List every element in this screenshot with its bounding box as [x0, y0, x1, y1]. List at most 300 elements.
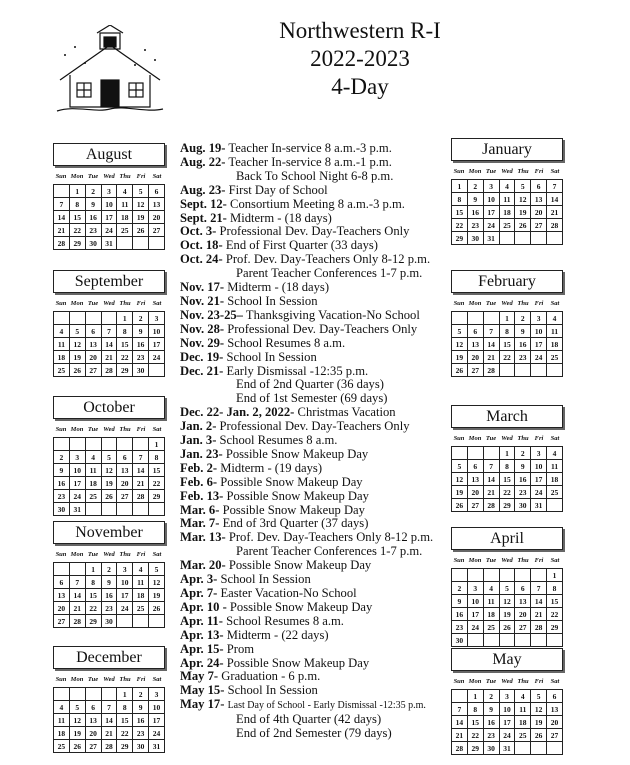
month-may	[451, 648, 563, 755]
weekday-label: Fri	[534, 557, 544, 564]
event-row	[180, 267, 450, 281]
calendar-day	[515, 232, 531, 245]
event-text: Graduation - 6 p.m.	[221, 669, 321, 684]
calendar-week	[452, 312, 563, 325]
weekday-label: Wed	[103, 300, 115, 307]
weekday-label: Sun	[55, 676, 67, 683]
calendar-day: 21	[101, 351, 117, 364]
calendar-day: 24	[69, 490, 85, 503]
calendar-day: 12	[499, 595, 515, 608]
event-text: Possible Snow Makeup Day	[220, 474, 363, 489]
weekday-label: Wed	[103, 551, 115, 558]
calendar-week	[452, 219, 563, 232]
weekday-label: Sat	[550, 557, 560, 564]
calendar-day: 17	[117, 589, 133, 602]
calendar-day: 28	[547, 219, 563, 232]
calendar-week	[452, 621, 563, 634]
calendar-day: 13	[117, 464, 133, 477]
calendar-day: 8	[452, 193, 468, 206]
schoolhouse-icon	[55, 25, 165, 115]
calendar-day: 26	[452, 499, 468, 512]
calendar-day: 14	[483, 473, 499, 486]
weekday-label: Wed	[501, 557, 513, 564]
calendar-day: 15	[69, 211, 85, 224]
calendar-day: 28	[531, 621, 547, 634]
calendar-day: 3	[483, 180, 499, 193]
weekday-label: Sat	[550, 435, 560, 442]
calendar-day	[117, 503, 133, 516]
calendar-day: 15	[117, 338, 133, 351]
event-text: End of 4th Quarter (42 days)	[236, 712, 382, 727]
event-date: Mar. 7-	[180, 516, 220, 531]
calendar-day: 8	[467, 703, 483, 716]
calendar-day: 4	[515, 690, 531, 703]
calendar-day: 27	[467, 364, 483, 377]
weekday-label: Sat	[152, 676, 162, 683]
event-date: Nov. 21-	[180, 293, 225, 308]
calendar-day: 16	[515, 473, 531, 486]
event-date: Nov. 29-	[180, 335, 225, 350]
calendar-week	[54, 602, 165, 615]
event-date: Jan. 3-	[180, 433, 217, 448]
calendar-day: 7	[133, 451, 149, 464]
calendar-day	[101, 688, 117, 701]
weekday-label: Thu	[119, 300, 131, 307]
weekday-label: Sun	[453, 300, 465, 307]
calendar-day: 19	[531, 716, 547, 729]
event-row	[180, 406, 450, 420]
weekday-label: Sat	[152, 173, 162, 180]
weekday-label: Wed	[103, 173, 115, 180]
weekday-label: Sun	[453, 678, 465, 685]
calendar-day: 13	[85, 338, 101, 351]
schedule-type: 4-Day	[331, 74, 389, 99]
calendar-day: 15	[85, 589, 101, 602]
calendar-day	[467, 312, 483, 325]
calendar-day: 17	[531, 338, 547, 351]
calendar-day: 7	[69, 576, 85, 589]
calendar-day: 1	[467, 690, 483, 703]
calendar-day	[85, 503, 101, 516]
calendar-day: 24	[531, 486, 547, 499]
event-text: End of 3rd Quarter (37 days)	[222, 516, 369, 531]
event-text: Possible Snow Makeup Day	[229, 599, 373, 614]
month-name: March	[451, 405, 563, 428]
calendar-day: 28	[483, 499, 499, 512]
calendar-day: 19	[69, 727, 85, 740]
weekday-label: Thu	[517, 678, 529, 685]
calendar-day: 29	[547, 621, 563, 634]
month-january	[451, 138, 563, 245]
calendar-day: 15	[547, 595, 563, 608]
event-text: Possible Snow Makeup Day	[226, 488, 369, 503]
calendar-day: 25	[483, 621, 499, 634]
event-row	[180, 643, 450, 657]
calendar-day: 21	[133, 477, 149, 490]
calendar-week	[452, 325, 563, 338]
calendar-day	[531, 232, 547, 245]
calendar-day: 10	[69, 464, 85, 477]
calendar-day: 30	[133, 364, 149, 377]
event-text: First Day of School	[228, 182, 328, 197]
calendar-day	[101, 312, 117, 325]
calendar-day: 16	[133, 338, 149, 351]
calendar-day: 10	[483, 193, 499, 206]
calendar-day: 2	[467, 180, 483, 193]
calendar-day: 12	[531, 703, 547, 716]
calendar-day: 26	[499, 621, 515, 634]
calendar-day: 5	[69, 701, 85, 714]
weekday-label: Sat	[152, 551, 162, 558]
calendar-week	[452, 180, 563, 193]
event-text: Consortium Meeting 8 a.m.-3 p.m.	[230, 196, 405, 211]
weekday-label: Thu	[119, 551, 131, 558]
calendar-day: 24	[149, 351, 165, 364]
calendar-day: 9	[133, 325, 149, 338]
event-text: Christmas Vacation	[297, 405, 396, 420]
month-october	[53, 396, 165, 516]
calendar-day: 2	[483, 690, 499, 703]
calendar-day: 3	[467, 582, 483, 595]
calendar-day	[54, 688, 70, 701]
calendar-day: 24	[117, 602, 133, 615]
weekday-label: Mon	[70, 300, 84, 307]
event-text: Thanksgiving Vacation-No School	[245, 307, 420, 322]
event-row	[180, 670, 450, 684]
calendar-day: 26	[515, 219, 531, 232]
calendar-day: 4	[547, 312, 563, 325]
calendar-day: 2	[515, 312, 531, 325]
event-row	[180, 657, 450, 671]
event-text: Possible Snow Makeup Day	[228, 558, 372, 573]
calendar-day	[499, 364, 515, 377]
calendar-day: 16	[133, 714, 149, 727]
calendar-day: 10	[101, 198, 117, 211]
weekday-label: Sat	[152, 300, 162, 307]
calendar-day	[515, 364, 531, 377]
calendar-day: 5	[452, 460, 468, 473]
event-text: Midterm - (22 days)	[226, 627, 329, 642]
calendar-day	[101, 438, 117, 451]
weekday-label: Tue	[485, 678, 497, 685]
event-row	[180, 448, 450, 462]
event-row	[180, 281, 450, 295]
weekday-label: Fri	[534, 678, 544, 685]
calendar-week	[452, 232, 563, 245]
calendar-day: 11	[499, 193, 515, 206]
weekday-label: Tue	[485, 435, 497, 442]
event-text: Professional Dev. Day-Teachers Only	[219, 224, 410, 239]
calendar-day	[69, 563, 85, 576]
calendar-day: 13	[547, 703, 563, 716]
calendar-day: 17	[101, 211, 117, 224]
calendar-day	[467, 634, 483, 647]
weekday-label: Tue	[87, 173, 99, 180]
weekday-label: Mon	[468, 435, 482, 442]
calendar-day: 18	[54, 727, 70, 740]
calendar-day: 11	[54, 714, 70, 727]
event-text: Possible Snow Makeup Day	[226, 655, 370, 670]
event-text: Parent Teacher Conferences 1-7 p.m.	[236, 544, 423, 559]
calendar-day: 9	[85, 198, 101, 211]
calendar-day: 31	[149, 740, 165, 753]
calendar-day: 2	[133, 312, 149, 325]
weekday-label: Tue	[485, 557, 497, 564]
calendar-grid	[451, 568, 563, 647]
event-date: Nov. 17-	[180, 280, 225, 295]
event-row	[180, 198, 450, 212]
calendar-week	[54, 563, 165, 576]
calendar-day: 25	[547, 486, 563, 499]
calendar-week	[452, 608, 563, 621]
calendar-day: 16	[54, 477, 70, 490]
calendar-day: 1	[117, 688, 133, 701]
weekday-label: Thu	[119, 676, 131, 683]
calendar-day	[499, 569, 515, 582]
calendar-week	[452, 351, 563, 364]
weekday-label: Tue	[485, 168, 497, 175]
event-row	[180, 573, 450, 587]
calendar-day: 17	[531, 473, 547, 486]
calendar-day: 29	[452, 232, 468, 245]
calendar-day: 22	[117, 727, 133, 740]
calendar-day: 25	[54, 364, 70, 377]
calendar-day: 29	[467, 742, 483, 755]
event-row	[180, 212, 450, 226]
calendar-day: 22	[467, 729, 483, 742]
calendar-day: 6	[515, 582, 531, 595]
calendar-day: 10	[531, 460, 547, 473]
event-text: Teacher In-service 8 a.m.-3 p.m.	[228, 141, 392, 155]
calendar-day: 29	[69, 237, 85, 250]
calendar-day: 10	[149, 325, 165, 338]
calendar-day: 16	[483, 716, 499, 729]
calendar-day: 28	[101, 364, 117, 377]
calendar-day	[547, 634, 563, 647]
event-date: Aug. 23-	[180, 182, 226, 197]
calendar-week	[54, 325, 165, 338]
calendar-day: 2	[133, 688, 149, 701]
event-row	[180, 309, 450, 323]
calendar-day: 16	[85, 211, 101, 224]
calendar-day: 3	[69, 451, 85, 464]
calendar-week	[54, 490, 165, 503]
event-row	[180, 142, 450, 156]
calendar-day: 11	[117, 198, 133, 211]
calendar-day: 8	[499, 325, 515, 338]
calendar-day: 11	[547, 325, 563, 338]
calendar-day: 20	[531, 206, 547, 219]
calendar-day: 23	[101, 602, 117, 615]
event-date: Oct. 24-	[180, 252, 223, 267]
calendar-week	[54, 740, 165, 753]
calendar-day: 13	[149, 198, 165, 211]
calendar-day: 4	[54, 701, 70, 714]
event-text: Prof. Dev. Day-Teachers Only 8-12 p.m.	[225, 252, 431, 267]
calendar-day: 4	[117, 185, 133, 198]
weekday-label: Sun	[453, 557, 465, 564]
calendar-day: 6	[54, 576, 70, 589]
calendar-day: 1	[452, 180, 468, 193]
calendar-day: 23	[133, 727, 149, 740]
event-row	[180, 337, 450, 351]
calendar-day: 2	[515, 447, 531, 460]
calendar-day: 31	[499, 742, 515, 755]
calendar-day: 8	[69, 198, 85, 211]
calendar-week	[452, 486, 563, 499]
calendar-day	[85, 312, 101, 325]
weekday-label: Thu	[517, 168, 529, 175]
event-text: End of 2nd Semester (79 days)	[236, 726, 392, 741]
calendar-day: 10	[149, 701, 165, 714]
calendar-day: 4	[483, 582, 499, 595]
event-date: May 7-	[180, 669, 219, 684]
calendar-day	[85, 438, 101, 451]
event-date: Jan. 23-	[180, 446, 223, 461]
weekday-label: Thu	[119, 426, 131, 433]
weekday-label: Mon	[468, 300, 482, 307]
calendar-day	[54, 563, 70, 576]
event-row	[180, 184, 450, 198]
calendar-day: 17	[499, 716, 515, 729]
event-date: Dec. 22- Jan. 2, 2022-	[180, 405, 295, 420]
calendar-day: 18	[117, 211, 133, 224]
calendar-day: 30	[54, 503, 70, 516]
calendar-day	[547, 364, 563, 377]
event-date: Apr. 7-	[180, 586, 218, 600]
calendar-day: 23	[515, 486, 531, 499]
calendar-week	[452, 460, 563, 473]
event-date: Aug. 19-	[180, 141, 226, 155]
calendar-day: 12	[69, 714, 85, 727]
calendar-day: 24	[101, 224, 117, 237]
calendar-week	[452, 206, 563, 219]
calendar-week	[54, 688, 165, 701]
calendar-day: 15	[149, 464, 165, 477]
school-name: Northwestern R-I	[279, 18, 441, 43]
calendar-day: 29	[499, 499, 515, 512]
month-name: February	[451, 270, 563, 293]
weekday-label: Sat	[550, 300, 560, 307]
calendar-day: 21	[54, 224, 70, 237]
calendar-day: 27	[547, 729, 563, 742]
weekday-label: Tue	[87, 300, 99, 307]
calendar-day: 12	[515, 193, 531, 206]
calendar-day: 21	[483, 486, 499, 499]
calendar-day: 5	[69, 325, 85, 338]
event-text: Midterm - (18 days)	[230, 210, 332, 225]
calendar-day: 28	[483, 364, 499, 377]
calendar-day	[499, 232, 515, 245]
calendar-day: 25	[117, 224, 133, 237]
event-row	[180, 545, 450, 559]
calendar-day: 30	[515, 499, 531, 512]
weekday-label: Thu	[517, 557, 529, 564]
calendar-day: 6	[85, 701, 101, 714]
calendar-day: 27	[149, 224, 165, 237]
calendar-week	[54, 464, 165, 477]
calendar-day	[85, 688, 101, 701]
calendar-week	[452, 569, 563, 582]
calendar-day: 25	[499, 219, 515, 232]
month-name: April	[451, 527, 563, 550]
calendar-day	[452, 690, 468, 703]
calendar-day: 28	[69, 615, 85, 628]
calendar-day: 8	[499, 460, 515, 473]
calendar-week	[54, 503, 165, 516]
calendar-day: 26	[149, 602, 165, 615]
calendar-week	[452, 447, 563, 460]
month-august	[53, 143, 165, 250]
calendar-day: 6	[467, 460, 483, 473]
weekday-header	[451, 300, 563, 307]
calendar-day: 5	[515, 180, 531, 193]
calendar-day: 4	[85, 451, 101, 464]
weekday-label: Wed	[103, 676, 115, 683]
calendar-day	[54, 438, 70, 451]
calendar-day	[467, 447, 483, 460]
event-text: School In Session	[227, 293, 318, 308]
event-date: Mar. 20-	[180, 558, 226, 573]
event-text: School In Session	[226, 349, 317, 364]
event-text: End of 1st Semester (69 days)	[236, 391, 388, 406]
event-row	[180, 462, 450, 476]
calendar-day: 6	[149, 185, 165, 198]
event-row	[180, 517, 450, 531]
calendar-day: 23	[452, 621, 468, 634]
school-year: 2022-2023	[310, 46, 410, 71]
calendar-day: 20	[54, 602, 70, 615]
event-date: May 15-	[180, 683, 225, 698]
event-text: Professional Dev. Day-Teachers Only	[227, 321, 418, 336]
calendar-day: 2	[54, 451, 70, 464]
calendar-day: 23	[54, 490, 70, 503]
calendar-day: 13	[85, 714, 101, 727]
calendar-day: 5	[149, 563, 165, 576]
weekday-label: Fri	[534, 300, 544, 307]
calendar-week	[54, 701, 165, 714]
weekday-label: Thu	[119, 173, 131, 180]
calendar-day: 8	[117, 325, 133, 338]
calendar-day: 14	[69, 589, 85, 602]
calendar-day: 18	[133, 589, 149, 602]
calendar-day: 24	[531, 351, 547, 364]
calendar-day: 1	[69, 185, 85, 198]
event-text: Back To School Night 6-8 p.m.	[236, 168, 394, 183]
calendar-day: 6	[467, 325, 483, 338]
calendar-day: 30	[483, 742, 499, 755]
calendar-day: 21	[452, 729, 468, 742]
calendar-day: 1	[85, 563, 101, 576]
event-row	[180, 629, 450, 643]
event-row	[180, 239, 450, 253]
calendar-day: 13	[54, 589, 70, 602]
weekday-header	[451, 557, 563, 564]
month-december	[53, 646, 165, 753]
calendar-day: 17	[149, 714, 165, 727]
calendar-day: 8	[149, 451, 165, 464]
calendar-day: 20	[467, 351, 483, 364]
weekday-header	[451, 678, 563, 685]
calendar-day: 20	[149, 211, 165, 224]
calendar-day: 14	[531, 595, 547, 608]
calendar-day: 18	[54, 351, 70, 364]
calendar-day: 27	[515, 621, 531, 634]
calendar-day	[483, 569, 499, 582]
calendar-day: 28	[101, 740, 117, 753]
calendar-day: 11	[515, 703, 531, 716]
calendar-day: 26	[69, 364, 85, 377]
